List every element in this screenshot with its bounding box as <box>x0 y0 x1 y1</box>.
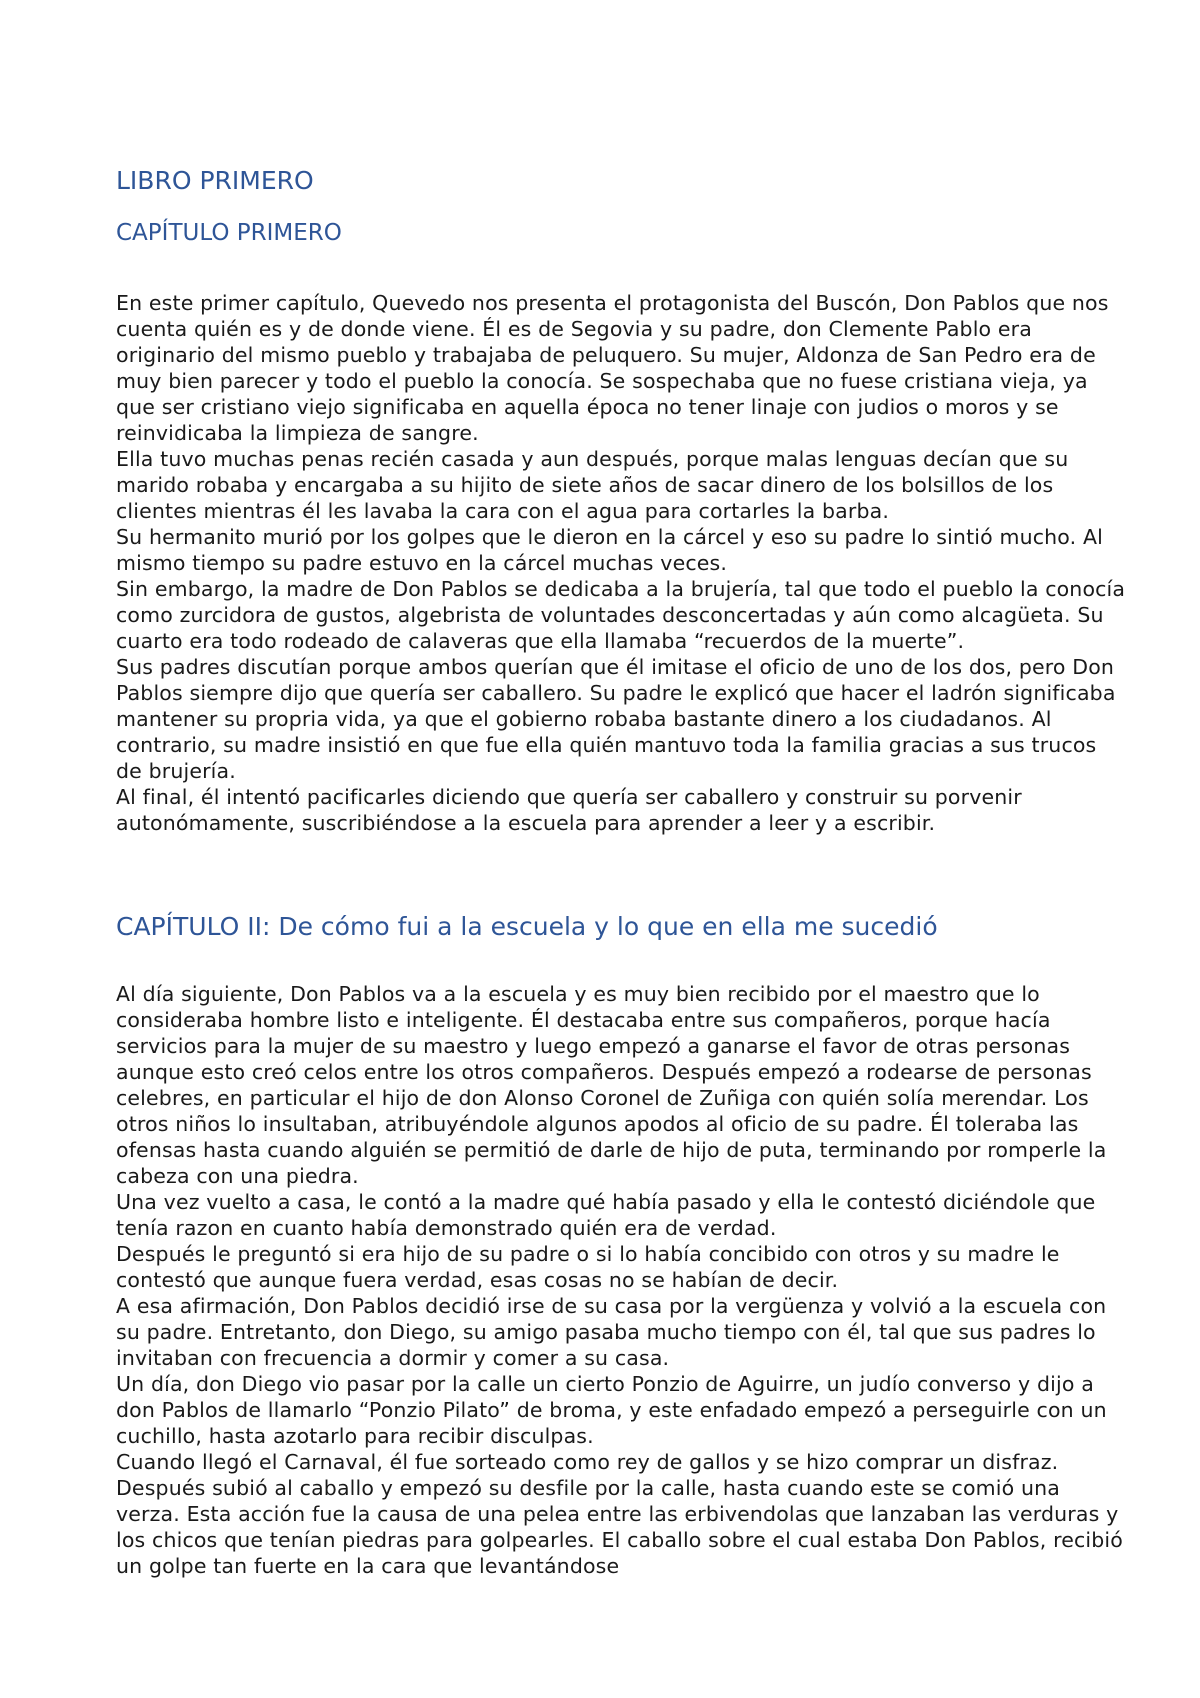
paragraph: Cuando llegó el Carnaval, él fue sorteado como rey de gallos y se hizo comprar un disfraz. Después subió al caballo y empezó su desfile por la calle, hasta cuando este se comió una verza. Esta acción fue la causa de una pelea entre las erbivendolas que lanzaban las verduras y los chicos que tenían piedras para golpearles. El caballo sobre el cual estaba Don Pablos, recibió un golpe tan fuerte en la cara que levantándose <box>116 1450 1123 1578</box>
paragraph: Al día siguiente, Don Pablos va a la escuela y es muy bien recibido por el maestro que lo consideraba hombre listo e inteligente. Él destacaba entre sus compañeros, porque hacía servicios para la mujer de su maestro y luego empezó a ganarse el favor de otras personas aunque esto creó celos entre los otros compañeros. Después empezó a rodearse de personas celebres, en particular el hijo de don Alonso Coronel de Zuñiga con quién solía merendar. Los otros niños lo insultaban, atribuyéndole algunos apodos al oficio de su padre. Él toleraba las ofensas hasta cuando alguién se permitió de darle de hijo de puta, terminando por romperle la cabeza con una piedra. <box>116 982 1107 1188</box>
paragraph: Su hermanito murió por los golpes que le dieron en la cárcel y eso su padre lo sintió mucho. Al mismo tiempo su padre estuvo en la cárcel muchas veces. <box>116 525 1103 575</box>
chapter-2-heading: CAPÍTULO II: De cómo fui a la escuela y lo que en ella me sucedió <box>116 912 938 941</box>
chapter-2-body <box>116 981 1126 1579</box>
book-heading: LIBRO PRIMERO <box>116 166 314 195</box>
chapter-1-body <box>116 290 1126 836</box>
chapter-1-heading: CAPÍTULO PRIMERO <box>116 220 342 246</box>
paragraph: Después le preguntó si era hijo de su padre o si lo había concibido con otros y su madre le contestó que aunque fuera verdad, esas cosas no se habían de decir. <box>116 1242 1060 1292</box>
paragraph: Una vez vuelto a casa, le contó a la madre qué había pasado y ella le contestó diciéndole que tenía razon en cuanto había demonstrado quién era de verdad. <box>116 1190 1096 1240</box>
paragraph: En este primer capítulo, Quevedo nos presenta el protagonista del Buscón, Don Pablos que nos cuenta quién es y de donde viene. Él es de Segovia y su padre, don Clemente Pablo era originario del mismo pueblo y trabajaba de peluquero. Su mujer, Aldonza de San Pedro era de muy bien parecer y todo el pueblo la conocía. Se sospechaba que no fuese cristiana vieja, ya que ser cristiano viejo significaba en aquella época no tener linaje con judios o moros y se reinvidicaba la limpieza de sangre. <box>116 291 1109 445</box>
paragraph: Un día, don Diego vio pasar por la calle un cierto Ponzio de Aguirre, un judío converso y dijo a don Pablos de llamarlo “Ponzio Pilato” de broma, y este enfadado empezó a perseguirle con un cuchillo, hasta azotarlo para recibir disculpas. <box>116 1372 1107 1448</box>
paragraph: Sus padres discutían porque ambos querían que él imitase el oficio de uno de los dos, pero Don Pablos siempre dijo que quería ser caballero. Su padre le explicó que hacer el ladrón significaba mantener su propria vida, ya que el gobierno robaba bastante dinero a los ciudadanos. Al contrario, su madre insistió en que fue ella quién mantuvo toda la familia gracias a sus trucos de brujería. <box>116 655 1116 783</box>
paragraph: Al final, él intentó pacificarles diciendo que quería ser caballero y construir su porvenir autonómamente, suscribiéndose a la escuela para aprender a leer y a escribir. <box>116 785 1022 835</box>
paragraph: A esa afirmación, Don Pablos decidió irse de su casa por la vergüenza y volvió a la escuela con su padre. Entretanto, don Diego, su amigo pasaba mucho tiempo con él, tal que sus padres lo invitaban con frecuencia a dormir y comer a su casa. <box>116 1294 1107 1370</box>
paragraph: Sin embargo, la madre de Don Pablos se dedicaba a la brujería, tal que todo el pueblo la conocía como zurcidora de gustos, algebrista de voluntades desconcertadas y aún como alcagüeta. Su cuarto era todo rodeado de calaveras que ella llamaba “recuerdos de la muerte”. <box>116 577 1126 653</box>
paragraph: Ella tuvo muchas penas recién casada y aun después, porque malas lenguas decían que su marido robaba y encargaba a su hijito de siete años de sacar dinero de los bolsillos de los clientes mientras él les lavaba la cara con el agua para cortarles la barba. <box>116 447 1069 523</box>
